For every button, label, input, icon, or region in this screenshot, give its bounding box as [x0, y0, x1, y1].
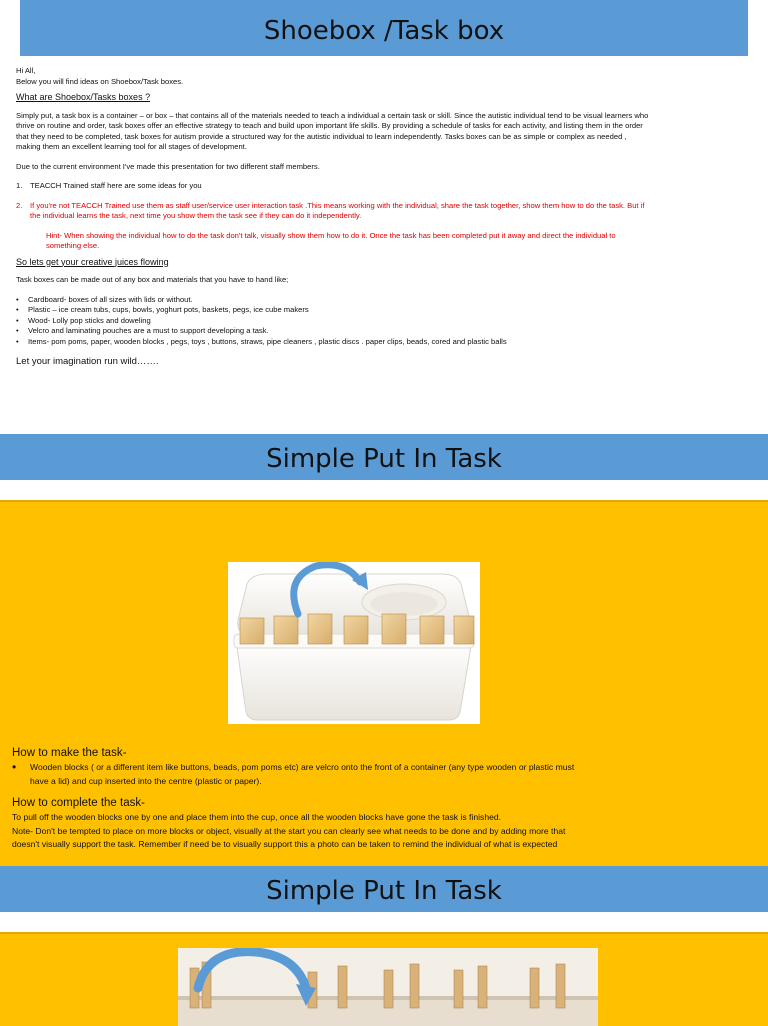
list-number-2: 2. [16, 200, 23, 210]
list-item: • Cardboard- boxes of all sizes with lids or without. [16, 294, 193, 304]
section-title-2: Simple Put In Task [266, 876, 502, 906]
greeting-line-1: Hi All, [16, 66, 36, 75]
how-to-make-heading: How to make the task- [12, 747, 127, 759]
section-banner-1 [0, 434, 768, 480]
peg-basket-photo [178, 948, 598, 1026]
make-line-1: Wooden blocks ( or a different item like buttons, beads, pom poms etc) are velcro onto the front of a container (any type wooden or plastic must [30, 762, 575, 772]
list-text-2-line-2: the individual learns the task, next time you show them the task see if they can do it independently. [30, 211, 362, 220]
list-number-1: 1. [16, 181, 23, 190]
list-item: • Items- pom poms, paper, wooden blocks , pegs, toys , buttons, straws, pipe cleaners , plastic discs . paper clips, beads, cored and plastic balls [16, 336, 507, 346]
environment-text: Due to the current environment I've made this presentation for two different staff members. [16, 161, 320, 171]
hint-block [16, 231, 756, 252]
list-item-1 [16, 181, 756, 192]
complete-line-1: To pull off the wooden blocks one by one and place them into the cup, once all the wooden blocks have gone the task is finished. [12, 812, 502, 822]
list-text-1: TEACCH Trained staff here are some ideas for you [30, 181, 202, 190]
section-banner-2 [0, 866, 768, 912]
section-title-1: Simple Put In Task [266, 444, 502, 474]
complete-line-2: Note- Don't be tempted to place on more blocks or object, visually at the start you can clearly see what needs to be done and by adding more that [12, 825, 566, 836]
task-panel-1 [0, 500, 768, 866]
list-item-2 [16, 201, 756, 222]
make-bullet: • Wooden blocks ( or a different item like buttons, beads, pom poms etc) are velcro onto the front of a container (any type wooden or plastic must have a lid) and cup inserted into the centre (plastic or paper). [12, 761, 752, 788]
task-panel-2 [0, 932, 768, 1026]
title-text: Shoebox /Task box [263, 16, 505, 46]
intro-line-4: making them an excellent learning tool for all stages of development. [16, 142, 247, 151]
intro-line-1: Simply put, a task box is a container – or box – that contains all of the materials needed to teach a individual a certain task or skill. Since the autistic individual tend to be visual learners who [16, 110, 649, 120]
hint-line-1: Hint- When showing the individual how to do the task don't talk, visually show them how to do it. Once the task has been completed put it away and direct the individual to [46, 230, 616, 240]
intro-line-3: that they need to be completed, task boxes for autism provide a structured way for the autistic individual to learn independently. Tasks boxes can be as simple or complex as needed , [16, 131, 627, 141]
title-banner [20, 0, 748, 56]
task-box-photo [228, 562, 480, 724]
complete-line-3: doesn't visually support the task. Remember if need be to visually support this a photo can be taken to remind the individual of what is expected [12, 839, 558, 849]
hint-line-2: something else. [46, 241, 100, 250]
list-text-2-line-1: If you're not TEACCH Trained use them as staff user/service user interaction task .This means working with the individual, share the task together, show them how to do the task. But if [30, 200, 645, 210]
task-instructions [12, 745, 752, 852]
list-item: • Plastic – ice cream tubs, cups, bowls, yoghurt pots, baskets, pegs, ice cube makers [16, 305, 309, 314]
make-line-2: have a lid) and cup inserted into the centre (plastic or paper). [30, 775, 262, 786]
intro-section [16, 66, 756, 368]
list-item: • Velcro and laminating pouches are a must to support developing a task. [16, 326, 269, 335]
closing-line: Let your imagination run wild……. [16, 356, 159, 367]
greeting-line-2: Below you will find ideas on Shoebox/Task boxes. [16, 76, 184, 86]
what-are-heading: What are Shoebox/Tasks boxes ? [16, 92, 151, 102]
list-item: • Wood- Lolly pop sticks and doweling [16, 315, 151, 325]
how-to-complete-heading: How to complete the task- [12, 797, 145, 809]
materials-list [16, 295, 756, 348]
creative-subheading: So lets get your creative juices flowing [16, 256, 169, 267]
intro-line-2: thrive on routine and order, task boxes offer an effective strategy to teach and build upon important life skills. By providing a schedule of tasks for each activity, and listing them in the order [16, 121, 643, 130]
materials-intro: Task boxes can be made out of any box and materials that you have to hand like; [16, 275, 289, 284]
